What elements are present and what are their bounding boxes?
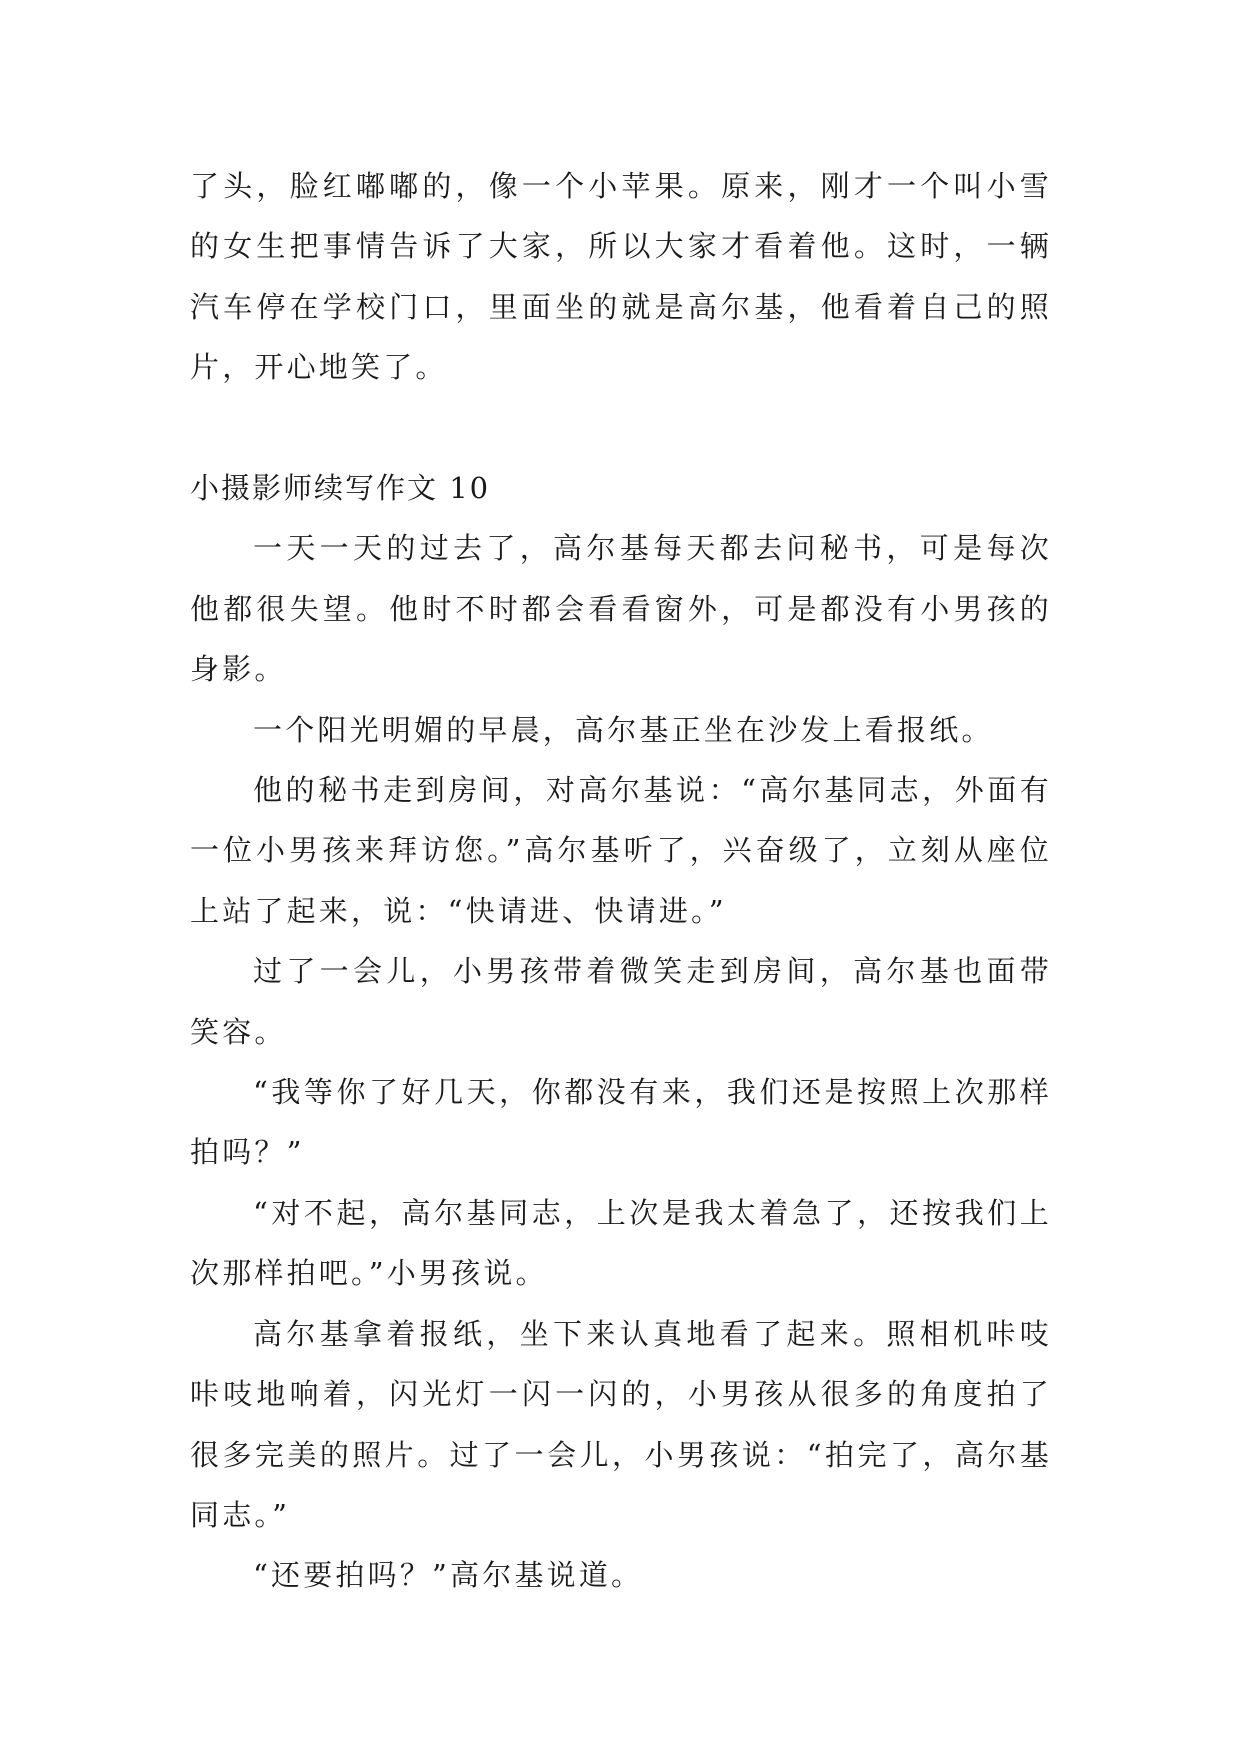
document-body bbox=[190, 156, 1052, 1606]
section-spacer bbox=[190, 398, 1052, 458]
body-paragraph-5: “我等你了好几天，你都没有来，我们还是按照上次那样拍吗？” bbox=[190, 1075, 1052, 1170]
intro-paragraph: 了头，脸红嘟嘟的，像一个小苹果。原来，刚才一个叫小雪的女生把事情告诉了大家，所以大家才看着他。这时，一辆汽车停在学校门口，里面坐的就是高尔基，他看着自己的照片，开心地笑了。 bbox=[190, 169, 1052, 385]
section-title: 小摄影师续写作文 10 bbox=[190, 471, 491, 506]
body-paragraph-1: 一天一天的过去了，高尔基每天都去问秘书，可是每次他都很失望。他时不时都会看看窗外，可是都没有小男孩的身影。 bbox=[190, 531, 1052, 687]
body-paragraph-2: 一个阳光明媚的早晨，高尔基正坐在沙发上看报纸。 bbox=[253, 712, 994, 747]
body-paragraph-6: “对不起，高尔基同志，上次是我太着急了，还按我们上次那样拍吧。”小男孩说。 bbox=[190, 1195, 1052, 1291]
body-paragraph-3: 他的秘书走到房间，对高尔基说：“高尔基同志，外面有一位小男孩来拜访您。”高尔基听了，兴奋级了，立刻从座位上站了起来，说：“快请进、快请进。” bbox=[190, 773, 1052, 928]
body-paragraph-4: 过了一会儿，小男孩带着微笑走到房间，高尔基也面带笑容。 bbox=[190, 954, 1052, 1049]
body-paragraph-7: 高尔基拿着报纸，坐下来认真地看了起来。照相机咔吱咔吱地响着，闪光灯一闪一闪的，小男孩从很多的角度拍了很多完美的照片。过了一会儿，小男孩说：“拍完了，高尔基同志。” bbox=[190, 1316, 1052, 1532]
body-paragraph-8: “还要拍吗？”高尔基说道。 bbox=[253, 1558, 644, 1593]
